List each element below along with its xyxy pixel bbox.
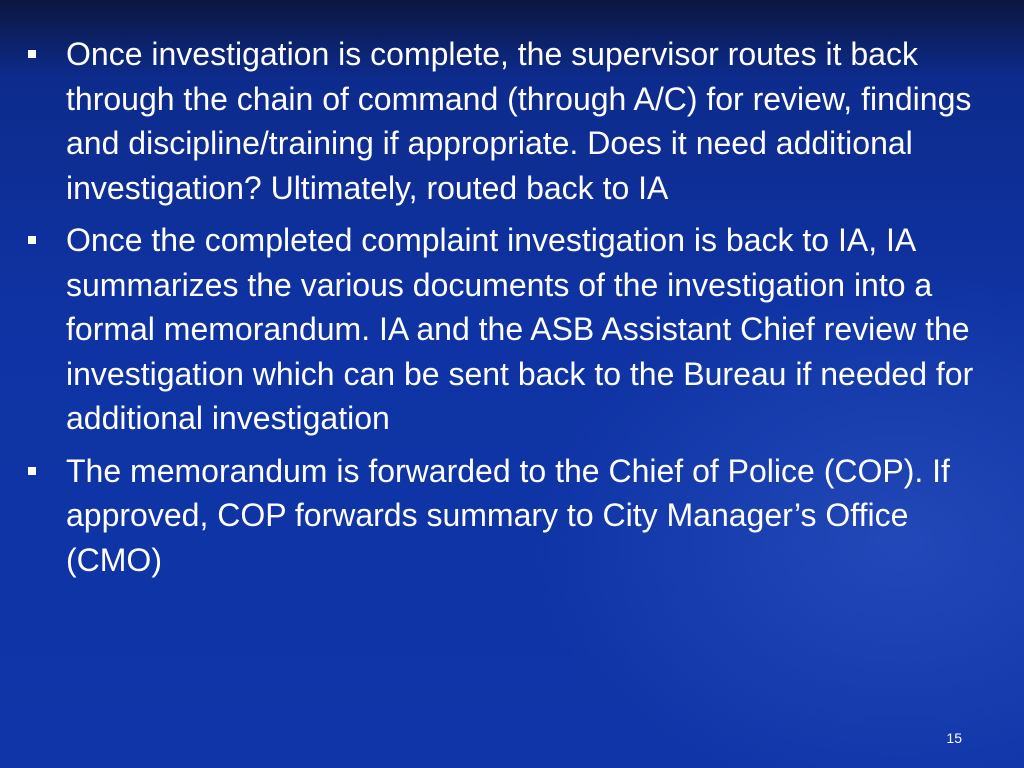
bullet-text: Once the completed complaint investigation is back to IA, IA summarizes the various documents of the investigation into a formal memorandum. IA and the ASB Assistant Chief review the investigation which can be sent back to the Bureau if needed for additional investigation xyxy=(66,222,974,436)
bullet-list xyxy=(28,32,988,590)
square-bullet-icon xyxy=(28,236,36,244)
square-bullet-icon xyxy=(28,467,36,475)
bullet-text: Once investigation is complete, the supervisor routes it back through the chain of command (through A/C) for review, findings and discipline/training if appropriate. Does it need additional investigation? Ultimately, routed back to IA xyxy=(66,36,972,206)
bullet-text: The memorandum is forwarded to the Chief of Police (COP). If approved, COP forwards summary to City Manager’s Office (CMO) xyxy=(66,452,950,578)
page-number: 15 xyxy=(946,730,962,746)
bullet-item-3 xyxy=(28,449,988,583)
bullet-item-2 xyxy=(28,218,988,441)
square-bullet-icon xyxy=(28,50,36,58)
bullet-item-1 xyxy=(28,32,988,210)
